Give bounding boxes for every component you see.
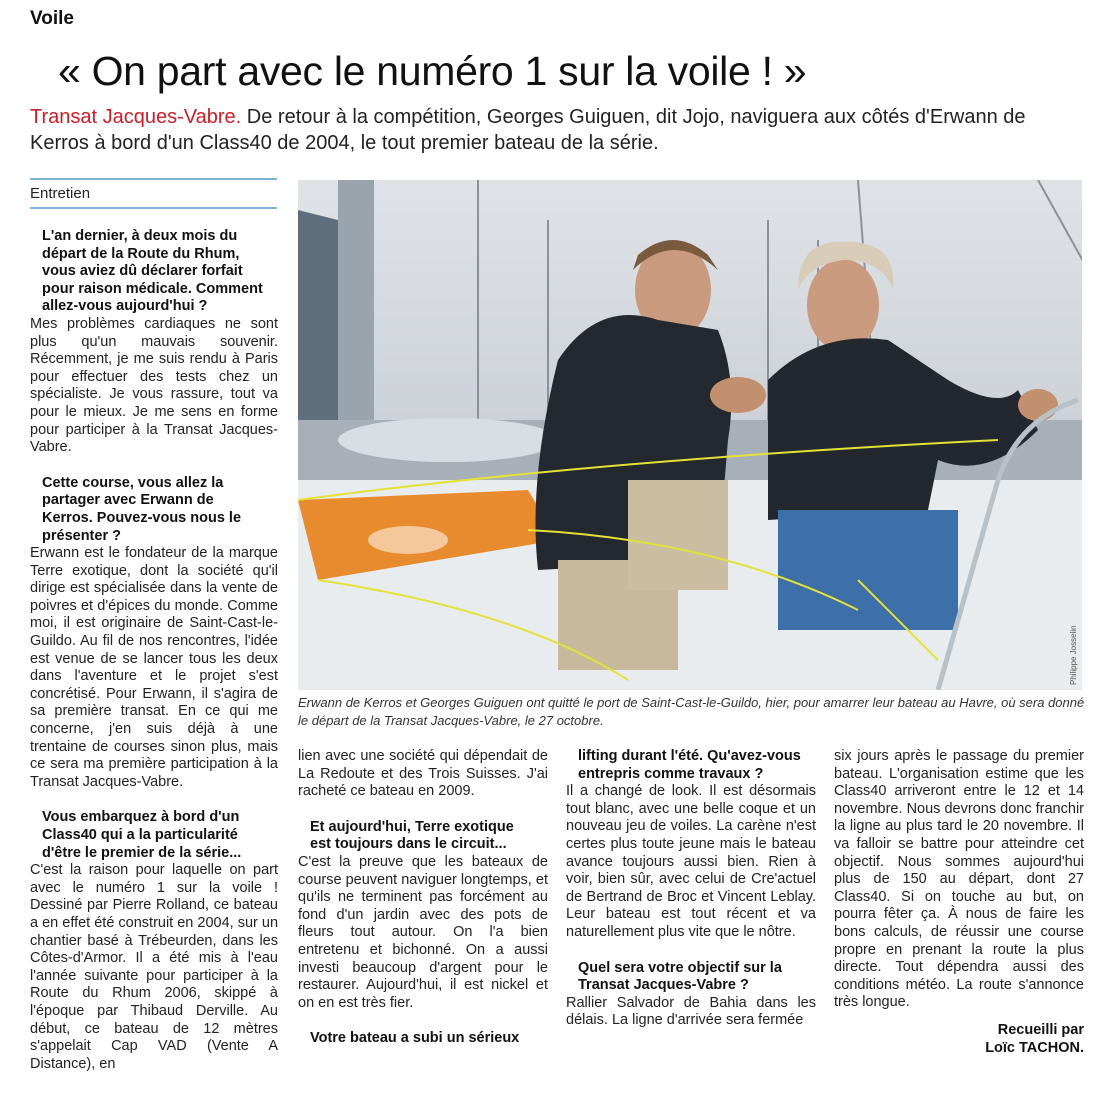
intro-kicker: Transat Jacques-Vabre. bbox=[30, 106, 242, 128]
article-column-1 bbox=[30, 228, 278, 1073]
interview-question: Cette course, vous allez la partager avec Erwann de Kerros. Pouvez-vous nous le présenter ? bbox=[42, 474, 242, 544]
section-label: Entretien bbox=[30, 178, 277, 209]
article-column-4 bbox=[834, 748, 1084, 1057]
intro-text: De retour à la compétition, Georges Guiguen, dit Jojo, naviguera aux côtés d'Erwann de Kerros à bord d'un Class40 de 2004, le tout premier bateau de la série. bbox=[30, 106, 1026, 154]
signature-author: Loïc TACHON. bbox=[985, 1039, 1084, 1056]
interview-question: L'an dernier, à deux mois du départ de la Route du Rhum, vous aviez dû déclarer forfait pour raison médicale. Comment allez-vous aujourd'hui ? bbox=[42, 228, 263, 315]
interview-answer: lien avec une société qui dépendait de La Redoute et des Trois Suisses. J'ai racheté ce bateau en 2009. bbox=[298, 748, 548, 800]
author-signature bbox=[834, 1022, 1084, 1057]
signature-line-1: Recueilli par bbox=[997, 1021, 1084, 1038]
article-intro bbox=[30, 104, 1070, 156]
photo-credit: Philippe Josselin bbox=[1069, 625, 1078, 685]
interview-answer: Rallier Salvador de Bahia dans les délais. La ligne d'arrivée sera fermée bbox=[566, 994, 816, 1029]
rubric-label: Voile bbox=[30, 8, 74, 29]
article-photo bbox=[298, 180, 1082, 690]
article-headline: « On part avec le numéro 1 sur la voile ! » bbox=[58, 48, 807, 94]
sailors-photo bbox=[298, 180, 1082, 690]
article-column-2 bbox=[298, 748, 548, 1048]
photo-caption: Erwann de Kerros et Georges Guiguen ont quitté le port de Saint-Cast-le-Guildo, hier, pour amarrer leur bateau au Havre, où sera donné le départ de la Transat Jacques-Vabre, le 27 octobre. bbox=[298, 695, 1085, 728]
interview-answer: C'est la raison pour laquelle on part avec le numéro 1 sur la voile ! Dessiné par Pierre Rolland, ce bateau a en effet été construit en 2004, sur un chantier basé à Trébeurden, dans les Côtes-d'Armor. Il a été mis à l'eau l'année suivante pour participer à la Route du Rhum 2006, skippé à l'époque par Thibaud Derville. Au début, ce bateau de 12 mètres s'appelait Cap VAD (Vente A Distance), en bbox=[30, 862, 279, 1072]
interview-question: Vous embarquez à bord d'un Class40 qui a la particularité d'être le premier de la série... bbox=[42, 809, 242, 861]
interview-answer: Il a changé de look. Il est désormais tout blanc, avec une belle coque et un nouveau jeu de voiles. La carène n'est certes plus toute jeune mais le bateau avance toujours aussi bien. Rien à voir, bien sûr, avec celui de Cre'actuel de Bertrand de Broc et Vincent Leblay. Leur bateau est tout récent et va naturellement plus vite que le nôtre. bbox=[566, 783, 816, 940]
interview-question: Quel sera votre objectif sur la Transat Jacques-Vabre ? bbox=[578, 959, 782, 994]
interview-question: Et aujourd'hui, Terre exotique est toujours dans le circuit... bbox=[310, 818, 514, 853]
article-column-3 bbox=[566, 748, 816, 1030]
interview-question: lifting durant l'été. Qu'avez-vous entrepris comme travaux ? bbox=[578, 748, 801, 782]
interview-answer: six jours après le passage du premier bateau. L'organisation estime que les Class40 arriveront entre le 12 et 14 novembre. Nous devrons donc franchir la ligne au plus tard le 20 novembre. Il va falloir se battre pour atteindre cet objectif. Nous sommes aujourd'hui plus de 150 au départ, dont 27 Class40. Si on touche au but, on pourra fêter ça. À nous de faire les bons calculs, de réussir une course propre en prenant la route la plus directe. Tout dépendra aussi des conditions météo. La route s'annonce très longue. bbox=[834, 748, 1084, 1011]
interview-answer: Mes problèmes cardiaques ne sont plus qu'un mauvais souvenir. Récemment, je me suis rendu à Paris pour effectuer des tests chez un spécialiste. Je vous rassure, tout va pour le mieux. Je me sens en forme pour participer à la Transat Jacques-Vabre. bbox=[30, 315, 278, 456]
interview-answer: Erwann est le fondateur de la marque Terre exotique, dont la société qu'il dirige est spécialisée dans la vente de poivres et d'épices du monde. Comme moi, il est originaire de Saint-Cast-le-Guildo. Au fil de nos rencontres, l'idée est venue de se lancer tous les deux dans l'aventure et le projet s'est concrétisé. Pour Erwann, il s'agira de sa première transat. En ce qui me concerne, j'en suis déjà à une trentaine de courses sinon plus, mais ce sera ma première participation à la Transat Jacques-Vabre. bbox=[30, 545, 278, 790]
interview-question: Votre bateau a subi un sérieux bbox=[310, 1030, 520, 1047]
interview-answer: C'est la preuve que les bateaux de course peuvent naviguer longtemps, et qu'ils ne terminent pas forcément au fond d'un jardin avec des pots de fleurs tout autour. On l'a bien entretenu et bichonné. On a aussi investi beaucoup d'argent pour le restaurer. Aujourd'hui, il est nickel et on en est très fier. bbox=[298, 853, 548, 1011]
